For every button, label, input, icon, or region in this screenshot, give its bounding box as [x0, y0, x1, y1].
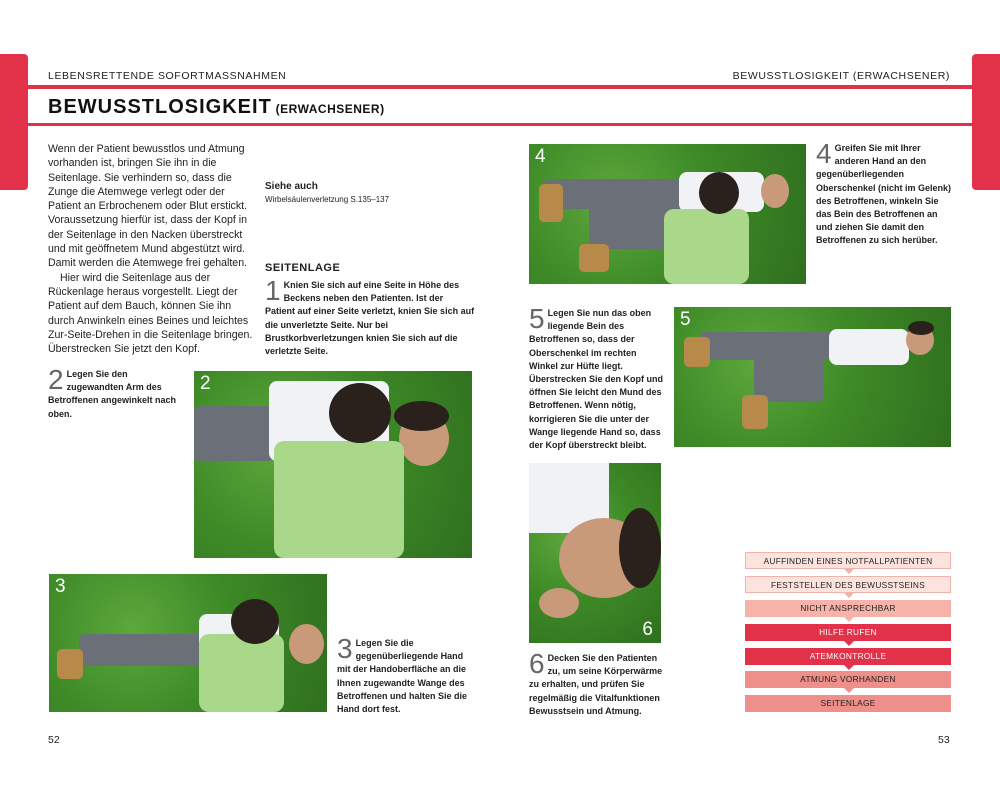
step-5-text: Legen Sie nun das oben liegende Bein des Betroffenen so, dass der Oberschenkel im rechten Winkel zur Hüfte liegt. Überstrecken Sie den Kopf und öffnen Sie leicht den Mund des Betroffenen. Wenn nötig, korrigieren Sie die unter der Wange liegende Hand so, dass der Kopf überstreckt bleibt.: [529, 308, 664, 451]
see-also-ref: Wirbelsäulenverletzung S.135–137: [265, 195, 390, 204]
photo-3-label: 3: [55, 576, 66, 597]
step-1: [265, 275, 475, 358]
flow-step-finding-patient: AUFFINDEN EINES NOTFALLPATIENTEN: [745, 552, 951, 569]
step-5-number: 5: [529, 303, 545, 334]
step-5: [529, 303, 664, 452]
left-running-head: LEBENSRETTENDE SOFORTMASSNAHMEN: [48, 70, 287, 82]
right-thumb-tab: [972, 54, 1000, 190]
flow-arrow-4: [844, 641, 854, 646]
step-6-number: 6: [529, 648, 545, 679]
step-2-text: Legen Sie den zugewandten Arm des Betroffenen angewinkelt nach oben.: [48, 369, 177, 419]
see-also-label: Siehe auch: [265, 181, 318, 192]
page-title: [48, 96, 385, 119]
flow-step-check-consciousness: FESTSTELLEN DES BEWUSSTSEINS: [745, 576, 951, 593]
photo-step-4: [529, 144, 806, 284]
title-sub: (ERWACHSENER): [271, 102, 385, 116]
step-6: [529, 648, 669, 718]
flow-arrow-3: [844, 617, 854, 622]
intro-paragraph-1: Wenn der Patient bewusstlos und Atmung vorhanden ist, bringen Sie ihn in die Seitenlage. Sie verhindern so, dass die Zunge die Atemwege verlegt oder der Patient an Erbrochenem oder Blut erstickt. Voraussetzung hierfür ist, dass der Kopf in der Seitenlage in den Nacken überstreckt und mit geöffnetem Mund abgestützt wird. Damit werden die Atemwege frei gehalten.: [48, 143, 248, 270]
flow-step-recovery-position: SEITENLAGE: [745, 695, 951, 712]
flow-step-breathing-present: ATMUNG VORHANDEN: [745, 671, 951, 688]
flow-step-unresponsive: NICHT ANSPRECHBAR: [745, 600, 951, 617]
flow-arrow-2: [844, 593, 854, 598]
intro-paragraph-2: Hier wird die Seitenlage aus der Rückenlage heraus vorgestellt. Liegt der Patient auf dem Bauch, können Sie ihn durch Anwinkeln eines Beines und leichtes Zur-Seite-Drehen in die Seitenlage bringen. Überstrecken Sie jetzt den Kopf.: [48, 271, 253, 356]
page-number-right: 53: [938, 734, 950, 746]
photo-step-5: [674, 307, 951, 447]
flow-step-breathing-check: ATEMKONTROLLE: [745, 648, 951, 665]
step-2-number: 2: [48, 364, 64, 395]
step-4: [816, 138, 956, 248]
step-2: [48, 364, 183, 421]
page-number-left: 52: [48, 734, 60, 746]
photo-step-6: [529, 463, 661, 643]
photo-step-3: [49, 574, 327, 712]
step-6-text: Decken Sie den Patienten zu, um seine Körperwärme zu erhalten, und prüfen Sie regelmäßig die Vitalfunktionen Bewusstsein und Atmung.: [529, 653, 663, 716]
step-1-number: 1: [265, 275, 281, 306]
step-3-text: Legen Sie die gegenüberliegende Hand mit der Handoberfläche an die Ihnen zugewandte Wange des Betroffenen und halten Sie die Hand dort fest.: [337, 638, 468, 715]
photo-4-label: 4: [535, 146, 546, 167]
step-1-text: Knien Sie sich auf eine Seite in Höhe des Beckens neben den Patienten. Ist der Patient auf einer Seite verletzt, knien Sie sich auf die unverletzte Seite. Nur bei Brustkorbverletzungen knien Sie sich auf die verletzte Seite.: [265, 280, 475, 357]
photo-6-label: 6: [642, 619, 653, 640]
step-4-number: 4: [816, 138, 832, 169]
photo-5-label: 5: [680, 309, 691, 330]
left-thumb-tab: [0, 54, 28, 190]
step-4-text: Greifen Sie mit Ihrer anderen Hand an den gegenüberliegenden Oberschenkel (nicht im Gelenk) des Betroffenen, winkeln Sie das Bein des Betroffenen an und ziehen Sie damit den Betroffenen zu sich herüber.: [816, 143, 952, 246]
flow-arrow-6: [844, 688, 854, 693]
flow-arrow-5: [844, 665, 854, 670]
section-heading: SEITENLAGE: [265, 262, 341, 274]
right-running-head: BEWUSSTLOSIGKEIT (ERWACHSENER): [732, 70, 950, 82]
photo-2-label: 2: [200, 373, 211, 394]
photo-step-2: [194, 371, 472, 558]
flow-arrow-1: [844, 569, 854, 574]
header-bottom-rule: [28, 124, 972, 126]
flow-step-call-help: HILFE RUFEN: [745, 624, 951, 641]
title-main: BEWUSSTLOSIGKEIT: [48, 96, 272, 118]
step-3-number: 3: [337, 633, 353, 664]
intro-text: [48, 142, 258, 356]
step-3: [337, 633, 472, 716]
